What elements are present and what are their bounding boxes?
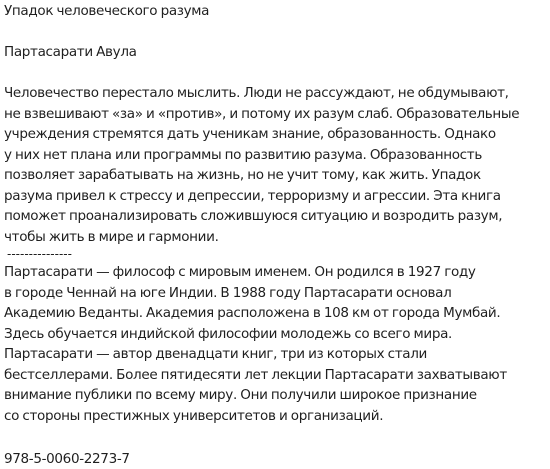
annotation-paragraph [4,83,550,247]
annotation-line: учреждения стремятся дать ученикам знание, образованность. Однако [4,124,548,145]
bio-line: в городе Ченнай на юге Индии. В 1988 году Партасарати основал [4,283,548,304]
bio-line: Здесь обучается индийской философии молодежь со всего мира. [4,324,548,345]
bio-line: бестселлерами. Более пятидесяти лет лекции Партасарати захватывают [4,365,548,386]
bio-line: Академию Веданты. Академия расположена в 108 км от города Мумбай. [4,303,548,324]
bio-line: Партасарати — философ с мировым именем. Он родился в 1927 году [4,262,548,283]
isbn-number: 978-5-0060-2273-7 [4,449,548,469]
author-bio-paragraph [4,262,550,426]
blank-line [4,22,550,43]
book-author: Партасарати Авула [4,42,548,63]
section-divider: --------------- [4,247,550,262]
annotation-line: позволяет зарабатывать на жизнь, но не учит тому, как жить. Упадок [4,165,548,186]
annotation-line: Человечество перестало мыслить. Люди не рассуждают, не обдумывают, [4,83,548,104]
bio-line: Партасарати — автор двенадцати книг, три из которых стали [4,344,548,365]
bio-line: внимание публики по всему миру. Они получили широкое признание [4,385,548,406]
blank-line [4,426,550,447]
annotation-line: у них нет плана или программы по развитию разума. Образованность [4,145,548,166]
bio-line: со стороны престижных университетов и организаций. [4,406,548,427]
annotation-line: поможет проанализировать сложившуюся ситуацию и возродить разум, [4,206,548,227]
annotation-line: не взвешивают «за» и «против», и потому их разум слаб. Образовательные [4,104,548,125]
annotation-line: разума привел к стрессу и депрессии, терроризму и агрессии. Эта книга [4,186,548,207]
book-description-page [4,0,550,469]
book-title: Упадок человеческого разума [4,1,548,22]
blank-line [4,63,550,84]
annotation-line: чтобы жить в мире и гармонии. [4,227,548,248]
